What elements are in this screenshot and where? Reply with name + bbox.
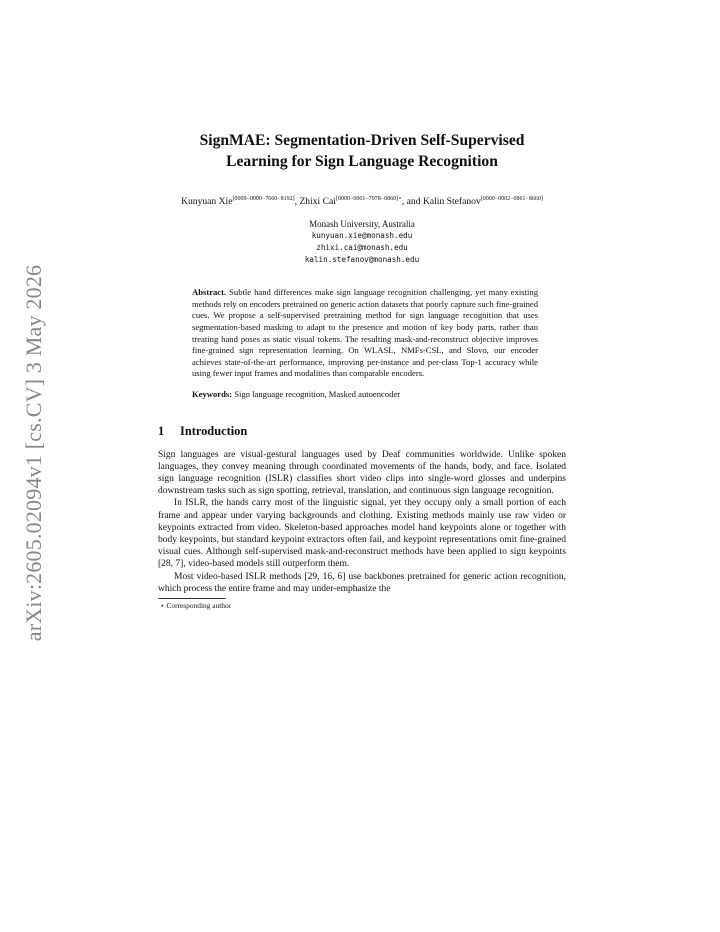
arxiv-identifier	[14, 260, 54, 645]
corresponding-mark: ⋆	[398, 196, 402, 202]
abstract-label: Abstract.	[192, 287, 227, 298]
abstract	[192, 287, 538, 380]
author-orcid: [0000−0002−0861−8660]	[480, 196, 543, 202]
section-heading	[158, 424, 566, 439]
email: kunyuan.xie@monash.edu	[311, 231, 413, 241]
section-title: Introduction	[180, 423, 248, 438]
author-orcid: [0000−0001−7978−0860]	[335, 196, 399, 202]
paragraph: Most video-based ISLR methods [29, 16, 6] use backbones pretrained for generic action recognition, which process the entire frame and may under-emphasize the	[158, 571, 566, 594]
author-name: Kalin Stefanov	[422, 196, 481, 208]
author-orcid: [0009−0000−7660−8192]	[232, 196, 295, 202]
keywords-text: Sign language recognition, Masked autoencoder	[234, 388, 401, 399]
paragraph: Sign languages are visual-gestural languages used by Deaf communities worldwide. Unlike spoken languages, they convey meaning through coordinated movements of the hands, body, and face. Isolated sign language recognition (ISLR) classifies short video clips into single-word glosses and underpins downstream tasks such as sign spotting, retrieval, translation, and continuous sign language recognition.	[158, 449, 566, 497]
paper-page	[158, 130, 566, 611]
title-line-1: SignMAE: Segmentation-Driven Self-Supervised	[199, 132, 525, 149]
affiliation-block	[158, 218, 566, 266]
author-name: Kunyuan Xie	[181, 196, 233, 208]
keywords	[192, 389, 538, 401]
keywords-label: Keywords:	[192, 388, 233, 399]
paper-title	[158, 130, 566, 172]
paragraph: In ISLR, the hands carry most of the linguistic signal, yet they occupy only a small portion of each frame and appear under varying backgrounds and clothing. Existing methods mainly use raw video or keypoints extracted from video. Skeleton-based approaches model hand keypoints alone or together with body keypoints, but standard keypoint extractors often fail, and keypoint representations omit fine-grained visual cues. Although self-supervised mask-and-reconstruct methods have been applied to sign keypoints [28, 7], video-based models still outperform them.	[158, 498, 566, 570]
author-name: Zhixi Cai	[299, 196, 336, 208]
author-list: Kunyuan Xie[0009−0000−7660−8192], Zhixi Cai$^{[0000-0001-7978-0860]⋆}$, and Kalin Stefanov[0000−0002−0861−8660]	[181, 196, 543, 208]
footnote-rule	[158, 598, 226, 599]
section-body	[158, 449, 566, 595]
section-number: 1	[158, 423, 165, 438]
email: kalin.stefanov@monash.edu	[304, 255, 420, 265]
affiliation: Monash University, Australia	[309, 219, 415, 230]
arxiv-identifier-text: arXiv:2605.02094v1 [cs.CV] 3 May 2026	[21, 264, 46, 641]
footnote: ⋆ Corresponding author	[160, 600, 232, 610]
email: zhixi.cai@monash.edu	[316, 243, 408, 253]
abstract-text: Subtle hand differences make sign language recognition challenging, yet many existing methods rely on encoders pretrained on generic action datasets that poorly capture such fine-grained cues. We propose a self-supervised pretraining method for sign language recognition that uses segmentation-based masking to adapt to the presence and motion of key body parts, rather than treating hand poses as static visual tokens. The resulting mask-and-reconstruct objective improves fine-grained sign representation learning. On WLASL, NMFs-CSL, and Slovo, our encoder achieves state-of-the-art performance, improving per-instance and per-class Top-1 accuracy while using fewer input frames and modalities than comparable encoders.	[192, 287, 538, 379]
title-line-2: Learning for Sign Language Recognition	[226, 153, 498, 170]
